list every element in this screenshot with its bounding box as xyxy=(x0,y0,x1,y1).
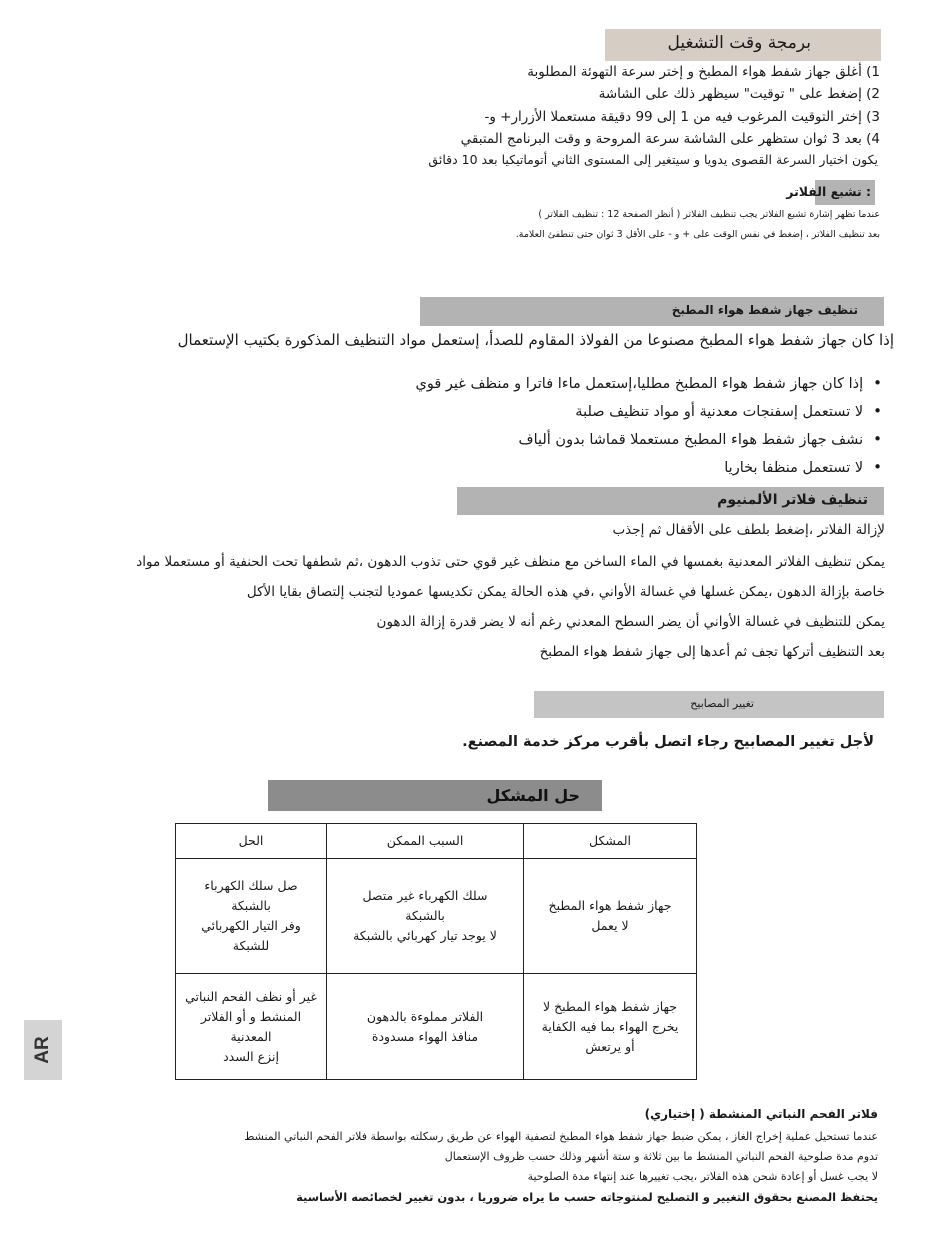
cause-cell xyxy=(327,974,524,1080)
program-step: 4) بعد 3 ثوان ستظهر على الشاشة سرعة المروحة و وقت البرنامج المتبقي xyxy=(460,131,880,147)
cell-line: أو يرتعش xyxy=(585,1038,635,1054)
cell-line: بالشبكة xyxy=(405,908,445,923)
program-step: 2) إضغط على " توقيت" سيظهر ذلك على الشاشة xyxy=(598,86,880,102)
troubleshooting-header xyxy=(268,780,602,811)
cleaning-bullet: • لا تستعمل منظفا بخاريا xyxy=(416,454,882,482)
cell-line: لا يعمل xyxy=(591,918,629,933)
cell-line: جهاز شفط هواء المطبخ لا xyxy=(542,998,678,1014)
cleaning-bullet: • نشف جهاز شفط هواء المطبخ مستعملا قماشا بدون ألياف xyxy=(416,426,882,454)
charcoal-title: فلاتر الفحم النباتي المنشطة ( إختياري) xyxy=(644,1107,878,1121)
table-row xyxy=(176,974,697,1080)
program-step: 3) إختر التوقيت المرغوب فيه من 1 إلى 99 دقيقة مستعملا الأزرار+ و- xyxy=(484,109,880,125)
aluminium-line: خاصة بإزالة الدهون ،يمكن غسلها في غسالة الأواني ،في هذه الحالة يمكن تكديسها عموديا لتجنب إلتصاق بقايا الأكل xyxy=(246,584,885,600)
cell-line: منافذ الهواء مسدودة xyxy=(371,1028,479,1044)
charcoal-line: عندما تستحيل عملية إخراج الغاز ، يمكن ضبط جهاز شفط هواء المطبخ لتصفية الهواء عن طريق رسكلته بواسطة فلاتر الفحم النباتي المنشط xyxy=(244,1130,878,1143)
troubleshooting-table xyxy=(175,823,697,1080)
saturation-line: بعد تنظيف الفلاتر ، إضغط في نفس الوقت على + و - على الأقل 3 ثوان حتى تنطفئ العلامة. xyxy=(515,229,880,240)
aluminium-line: يمكن للتنظيف في غسالة الأواني أن يضر السطح المعدني رغم أنه لا يضر قدرة إزالة الدهون xyxy=(376,614,885,630)
aluminium-line: لإزالة الفلاتر ،إضغط بلطف على الأقفال ثم إجذب xyxy=(612,522,885,538)
cleaning-bullet: • لا تستعمل إسفنجات معدنية أو مواد تنظيف صلبة xyxy=(416,398,882,426)
column-header-cause: السبب الممكن xyxy=(327,824,524,859)
program-note: يكون اختيار السرعة القصوى يدويا و سيتغير إلى المستوى الثاني أتوماتيكيا بعد 10 دقائق xyxy=(428,152,878,167)
cell-line: يخرج الهواء بما فيه الكفاية xyxy=(541,1018,679,1034)
program-section-title: برمجة وقت التشغيل xyxy=(667,33,811,53)
program-section-header xyxy=(605,29,881,61)
aluminium-section-title: تنظيف فلاتر الألمنيوم xyxy=(717,492,868,508)
cell-line: وفر التيار الكهربائي للشبكة xyxy=(201,918,301,953)
cause-cell xyxy=(327,859,524,974)
solution-cell xyxy=(176,859,327,974)
saturation-line: عندما تظهر إشارة تشبع الفلاتر يجب تنظيف الفلاتر ( أنظر الصفحة 12 : تنظيف الفلاتر ) xyxy=(538,209,880,220)
cell-line: الفلاتر مملوءة بالدهون xyxy=(366,1008,484,1024)
table-row xyxy=(176,859,697,974)
cell-line: لا يوجد تيار كهربائي بالشبكة xyxy=(353,928,497,943)
problem-cell xyxy=(524,859,697,974)
cleaning-bullet-list xyxy=(416,370,882,482)
lamps-section-title: تغيير المصابيح xyxy=(690,697,754,710)
cleaning-bullet: • إذا كان جهاز شفط هواء المطبخ مطليا،إستعمل ماءا فاترا و منظف غير قوي xyxy=(416,370,882,398)
column-header-solution: الحل xyxy=(176,824,327,859)
cell-line: صل سلك الكهرباء بالشبكة xyxy=(204,878,298,913)
solution-cell xyxy=(176,974,327,1080)
troubleshooting-title: حل المشكل xyxy=(486,786,580,805)
charcoal-disclaimer: يحتفظ المصنع بحقوق التغيير و التصليح لمنتوجاته حسب ما يراه ضروريا ، بدون تغيير لخصائصه الأساسية xyxy=(296,1190,878,1204)
aluminium-section-header xyxy=(457,487,884,515)
lamps-text: لأجل تغيير المصابيح رجاء اتصل بأقرب مركز خدمة المصنع. xyxy=(462,734,874,750)
cell-line: المنشط و أو الفلاتر المعدنية xyxy=(200,1008,302,1044)
aluminium-line: بعد التنظيف أتركها تجف ثم أعدها إلى جهاز شفط هواء المطبخ xyxy=(539,644,885,660)
saturation-section-header xyxy=(786,180,875,205)
column-header-problem: المشكل xyxy=(524,824,697,859)
table-header-row xyxy=(176,824,697,859)
aluminium-line: يمكن تنظيف الفلاتر المعدنية بغمسها في الماء الساخن مع منظف غير قوي حتى تذوب الدهون ،ثم شطفها تحت الحنفية أو مستعملا مواد xyxy=(136,554,885,570)
cleaning-intro: إذا كان جهاز شفط هواء المطبخ مصنوعا من الفولاذ المقاوم للصدأ، إستعمل مواد التنظيف المذكورة بكتيب الإستعمال xyxy=(177,331,894,349)
aluminium-text xyxy=(65,522,885,672)
cleaning-section-title: تنظيف جهاز شفط هواء المطبخ xyxy=(671,303,858,317)
lamps-section-header xyxy=(534,691,884,718)
cell-line: غير أو نظف الفحم النباتي xyxy=(185,988,317,1004)
cell-line: سلك الكهرباء غير متصل xyxy=(362,888,488,903)
saturation-section-title: تشبع الفلاتر : xyxy=(786,184,871,199)
language-tab xyxy=(24,1020,62,1080)
charcoal-line: تدوم مدة صلوحية الفحم النباتي المنشط ما بين ثلاثة و ستة أشهر وذلك حسب ظروف الإستعمال xyxy=(444,1150,878,1163)
charcoal-line: لا يجب غسل أو إعادة شحن هذه الفلاتر ،يجب تغييرها عند إنتهاء مدة الصلوحية xyxy=(527,1170,878,1183)
program-step: 1) أغلق جهاز شفط هواء المطبخ و إختر سرعة التهوئة المطلوبة xyxy=(527,64,880,80)
language-tab-label: AR xyxy=(32,1036,53,1064)
cleaning-section-header xyxy=(420,297,884,326)
cell-line: جهاز شفط هواء المطبخ xyxy=(548,898,672,913)
problem-cell xyxy=(524,974,697,1080)
cell-line: إنزع السدد xyxy=(223,1048,279,1064)
